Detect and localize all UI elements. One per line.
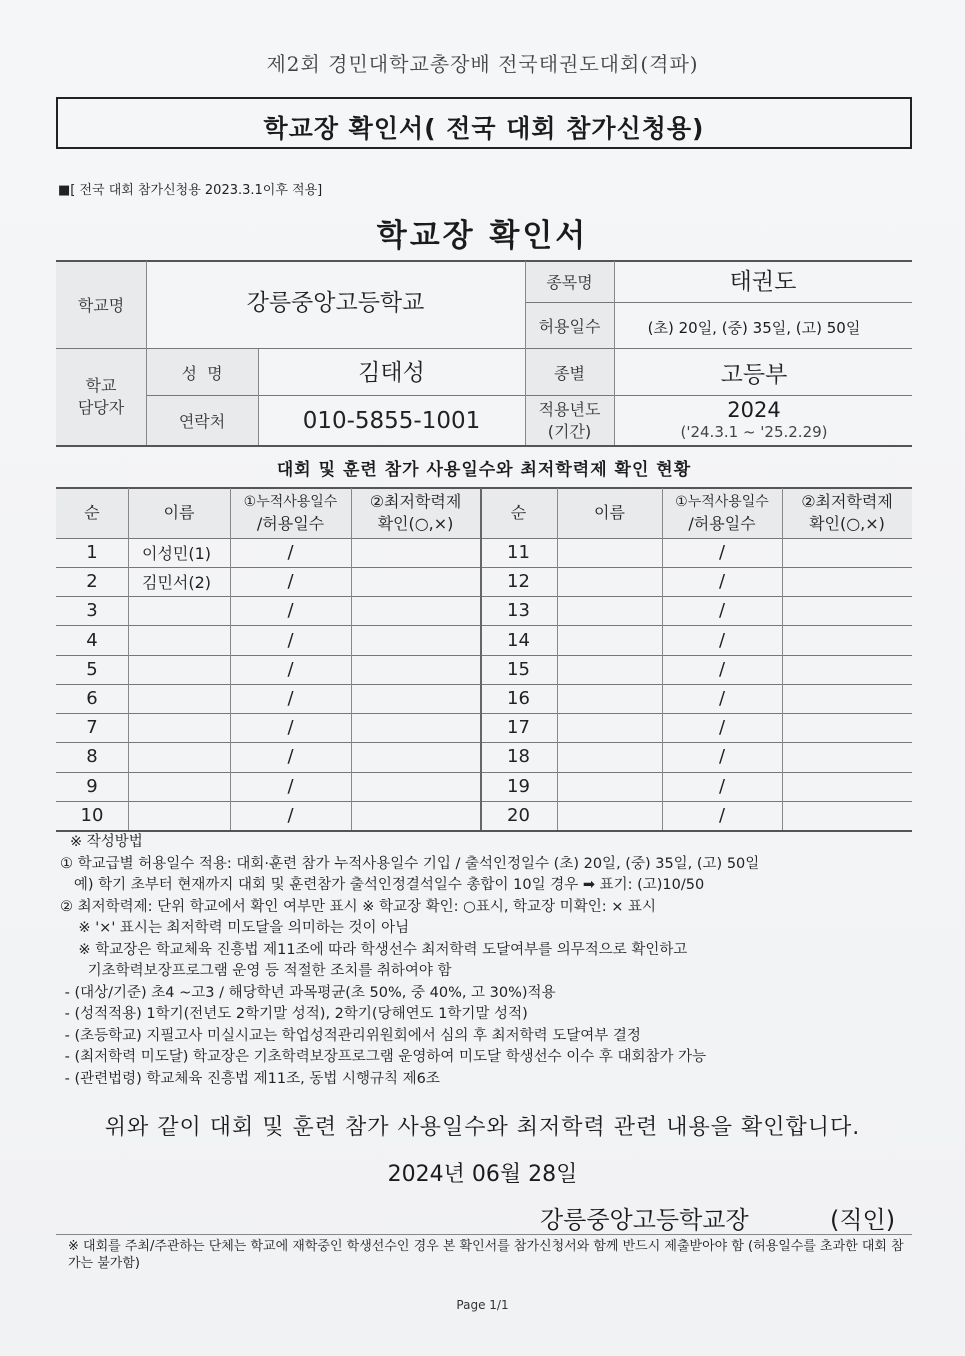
manager-label xyxy=(56,349,146,445)
days-used-slash: / xyxy=(287,658,294,680)
min-academic-check xyxy=(351,655,480,684)
min-academic-check xyxy=(782,684,912,713)
title-box xyxy=(56,97,912,149)
student-name xyxy=(557,742,662,771)
student-name xyxy=(128,801,230,830)
applied-period: ('24.3.1 ~ '25.2.29) xyxy=(680,422,828,441)
student-name xyxy=(128,684,230,713)
days-used-slash: / xyxy=(718,717,726,739)
student-name xyxy=(128,626,230,655)
days-used-slash: / xyxy=(287,804,294,826)
min-academic-check xyxy=(351,567,480,596)
applied-year-label-line2: (기간) xyxy=(547,421,592,441)
col-no-header: 순 xyxy=(84,503,100,522)
min-academic-check xyxy=(351,713,480,742)
division-value: 고등부 xyxy=(720,361,788,388)
days-used-slash: / xyxy=(718,688,726,710)
col-check-header: ②최저학력제 확인(○,×) xyxy=(369,492,462,533)
col-days-header: ①누적사용일수 /허용일수 xyxy=(243,494,338,533)
days-used-slash: / xyxy=(718,600,726,622)
col-no-header-right: 순 xyxy=(510,503,527,522)
student-name xyxy=(128,596,230,625)
days-used-slash: / xyxy=(718,804,726,826)
note-line: 기초학력보장프로그램 운영 등 적절한 조치를 취하여야 함 xyxy=(60,963,452,979)
min-academic-check xyxy=(351,772,480,801)
page-number: Page 1/1 xyxy=(456,1298,509,1312)
contact-label: 연락처 xyxy=(178,412,226,431)
row-number: 20 xyxy=(507,804,530,826)
sport-value: 태권도 xyxy=(729,269,797,295)
row-number: 13 xyxy=(507,600,530,622)
min-academic-check xyxy=(351,626,480,655)
days-used-slash: / xyxy=(718,542,726,564)
student-name xyxy=(557,596,662,625)
row-number: 17 xyxy=(507,717,530,739)
days-used-slash: / xyxy=(287,775,294,797)
student-name xyxy=(128,655,230,684)
status-section-title: 대회 및 훈련 참가 사용일수와 최저학력제 확인 현황 xyxy=(276,460,692,480)
min-academic-check xyxy=(782,713,912,742)
note-line: - (성적적용) 1학기(전년도 2학기말 성적), 2학기(당해연도 1학기말 성적) xyxy=(60,1006,528,1022)
row-number: 11 xyxy=(507,542,530,564)
footer-note: ※ 대회를 주최/주관하는 단체는 학교에 재학중인 학생선수인 경우 본 확인서를 참가신청서와 함께 반드시 제출받아야 함 (허용일수를 초과한 대회 참가는 불가함) xyxy=(68,1239,904,1271)
applied-year-label xyxy=(525,396,614,445)
min-academic-check xyxy=(351,801,480,830)
note-line: - (관련법령) 학교체육 진흥법 제11조, 동법 시행규칙 제6조 xyxy=(60,1070,440,1087)
issue-date: 2024년 06월 28일 xyxy=(387,1162,578,1187)
note-line: ② 최저학력제: 단위 학교에서 확인 여부만 표시 ※ 학교장 확인: ○표시, 학교장 미확인: × 표시 xyxy=(60,898,656,915)
min-academic-check xyxy=(782,742,912,771)
applied-year-label-line1: 적용년도 xyxy=(538,399,601,419)
days-used-slash: / xyxy=(287,571,294,593)
allowed-days-label: 허용일수 xyxy=(538,317,601,336)
row-number: 1 xyxy=(86,542,98,564)
row-number: 19 xyxy=(507,775,530,797)
student-name xyxy=(557,801,662,830)
days-used-slash: / xyxy=(287,629,294,651)
row-number: 8 xyxy=(86,746,98,768)
manager-label-line2: 담당자 xyxy=(77,398,125,417)
days-used-slash: / xyxy=(287,746,294,768)
student-name xyxy=(128,772,230,801)
note-line: - (초등학교) 지필고사 미실시교는 학업성적관리위원회에서 심의 후 최저학력 도달여부 결정 xyxy=(60,1027,641,1044)
note-line: ① 학교급별 허용일수 적용: 대회·훈련 참가 누적사용일수 기입 / 출석인정일수 (초) 20일, (중) 35일, (고) 50일 xyxy=(60,855,760,872)
min-academic-check xyxy=(782,596,912,625)
col-days-header-right: ①누적사용일수 /허용일수 xyxy=(675,494,769,533)
row-number: 3 xyxy=(86,600,98,622)
student-name xyxy=(557,567,662,596)
note-line: 예) 학기 초부터 현재까지 대회 및 훈련참가 출석인정결석일수 총합이 10일 경우 ➡ 표기: (고)10/50 xyxy=(60,877,705,893)
note-line: ※ '×' 표시는 최저학력 미도달을 의미하는 것이 아님 xyxy=(60,920,410,936)
notes-heading: ※ 작성방법 xyxy=(70,834,143,850)
days-used-slash: / xyxy=(718,746,726,768)
note-line: - (최저학력 미도달) 학교장은 기초학력보장프로그램 운영하여 미도달 학생선수 이수 후 대회참가 가능 xyxy=(60,1049,707,1065)
official-seal: (직인) xyxy=(830,1206,896,1234)
min-academic-check xyxy=(782,801,912,830)
col-check-header-right: ②최저학력제 확인(○,×) xyxy=(801,492,893,533)
row-number: 6 xyxy=(86,688,98,710)
row-number: 2 xyxy=(86,571,98,593)
contact-value: 010-5855-1001 xyxy=(302,407,481,434)
confirmation-statement: 위와 같이 대회 및 훈련 참가 사용일수와 최저학력 관련 내용을 확인합니다. xyxy=(104,1115,861,1140)
col-name-header: 이름 xyxy=(163,503,195,522)
event-title: 제2회 경민대학교총장배 전국태권도대회(격파) xyxy=(266,52,699,76)
days-used-slash: / xyxy=(287,717,294,739)
application-note: ■[ 전국 대회 참가신청용 2023.3.1이후 적용] xyxy=(58,183,323,198)
title-box-text: 학교장 확인서( 전국 대회 참가신청용) xyxy=(263,114,705,143)
min-academic-check xyxy=(782,567,912,596)
days-used-slash: / xyxy=(287,600,294,622)
manager-label-line1: 학교 xyxy=(85,376,117,395)
student-name xyxy=(557,713,662,742)
principal-name: 강릉중앙고등학교장 xyxy=(540,1206,749,1234)
min-academic-check xyxy=(351,596,480,625)
row-number: 10 xyxy=(80,804,104,826)
row-number: 18 xyxy=(507,746,530,768)
allowed-days-value: (초) 20일, (중) 35일, (고) 50일 xyxy=(647,319,861,337)
row-number: 7 xyxy=(86,717,98,739)
writing-instructions xyxy=(60,832,920,1090)
division-label: 종별 xyxy=(554,363,585,383)
col-name-header-right: 이름 xyxy=(594,503,625,522)
applied-year-value xyxy=(614,396,894,445)
note-line: - (대상/기준) 초4 ~고3 / 해당학년 과목평균(초 50%, 중 40%, 고 30%)적용 xyxy=(60,984,556,1001)
row-number: 5 xyxy=(86,658,98,680)
days-used-slash: / xyxy=(287,542,294,564)
manager-name-value: 김태성 xyxy=(358,359,425,386)
min-academic-check xyxy=(782,626,912,655)
student-name xyxy=(557,655,662,684)
row-number: 4 xyxy=(86,629,98,651)
note-line: ※ 학교장은 학교체육 진흥법 제11조에 따라 학생선수 최저학력 도달여부를 의무적으로 확인하고 xyxy=(60,941,688,958)
min-academic-check xyxy=(351,742,480,771)
row-number: 9 xyxy=(86,775,98,797)
min-academic-check xyxy=(782,772,912,801)
min-academic-check xyxy=(782,538,912,567)
name-label: 성 명 xyxy=(181,363,223,383)
min-academic-check xyxy=(782,655,912,684)
min-academic-check xyxy=(351,684,480,713)
days-used-slash: / xyxy=(287,688,294,710)
document-title: 학교장 확인서 xyxy=(376,218,589,254)
school-name-value: 강릉중앙고등학교 xyxy=(246,289,425,316)
min-academic-check xyxy=(351,538,480,567)
days-used-slash: / xyxy=(718,629,726,651)
days-used-slash: / xyxy=(718,658,726,680)
row-number: 16 xyxy=(507,688,530,710)
row-number: 14 xyxy=(507,629,530,651)
student-name xyxy=(557,538,662,567)
applied-year: 2024 xyxy=(727,397,781,422)
student-name xyxy=(557,626,662,655)
student-name xyxy=(557,684,662,713)
student-name xyxy=(128,742,230,771)
row-number: 12 xyxy=(507,571,530,593)
student-name: 김민서(2) xyxy=(142,573,212,593)
days-used-slash: / xyxy=(718,775,726,797)
student-name xyxy=(128,713,230,742)
sport-label: 종목명 xyxy=(546,273,593,292)
days-used-slash: / xyxy=(718,571,726,593)
student-name xyxy=(557,772,662,801)
row-number: 15 xyxy=(507,658,530,680)
student-name: 이성민(1) xyxy=(142,544,212,564)
school-name-label: 학교명 xyxy=(77,296,125,315)
